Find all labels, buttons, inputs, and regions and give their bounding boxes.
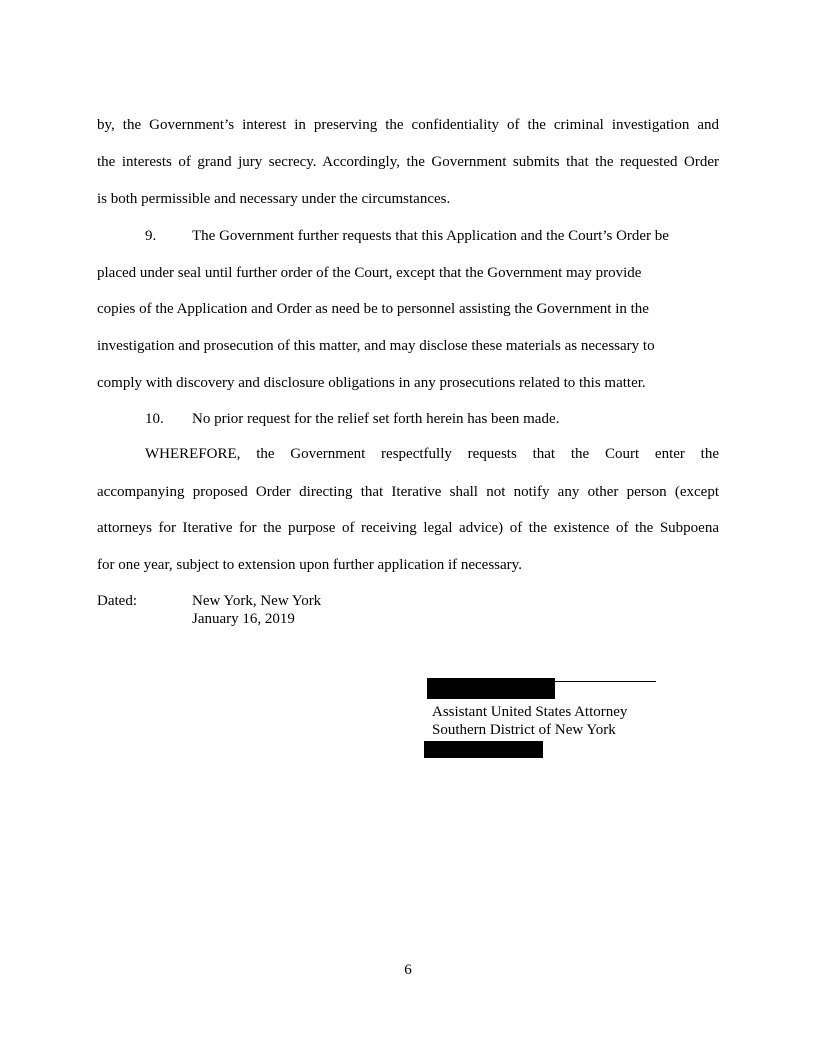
wherefore-line-3: attorneys for Iterative for the purpose of receiving legal advice) of the existence of the Subpoena [97, 520, 719, 536]
paragraph-number-9: 9. [145, 228, 157, 244]
page-number: 6 [404, 962, 412, 978]
wherefore-first-line: WHEREFORE, the Government respectfully requests that the Court enter the [145, 446, 719, 462]
signature-office: Southern District of New York [432, 722, 616, 738]
dated-label: Dated: [97, 593, 137, 609]
dated-place: New York, New York [192, 593, 322, 609]
redacted-signature-name [427, 678, 555, 699]
para10-text: No prior request for the relief set forth herein has been made. [192, 411, 560, 427]
wherefore-line-2: accompanying proposed Order directing that Iterative shall not notify any other person (except [97, 484, 719, 500]
wherefore-line-4: for one year, subject to extension upon further application if necessary. [97, 557, 522, 573]
body-line-3: is both permissible and necessary under the circumstances. [97, 191, 451, 207]
para9-line-5: comply with discovery and disclosure obligations in any prosecutions related to this matter. [97, 375, 646, 391]
para9-line-4: investigation and prosecution of this matter, and may disclose these materials as necessary to [97, 338, 655, 354]
redacted-contact-info [424, 741, 543, 758]
para9-first-line: The Government further requests that this Application and the Court’s Order be [192, 228, 669, 244]
dated-date: January 16, 2019 [192, 611, 295, 627]
body-line-2: the interests of grand jury secrecy. Accordingly, the Government submits that the requested Order [97, 154, 719, 170]
signature-title: Assistant United States Attorney [432, 704, 628, 720]
paragraph-number-10: 10. [145, 411, 164, 427]
para9-line-3: copies of the Application and Order as need be to personnel assisting the Government in the [97, 301, 649, 317]
para9-line-2: placed under seal until further order of the Court, except that the Government may provide [97, 265, 642, 281]
body-line-1: by, the Government’s interest in preserving the confidentiality of the criminal investigation and [97, 117, 719, 133]
